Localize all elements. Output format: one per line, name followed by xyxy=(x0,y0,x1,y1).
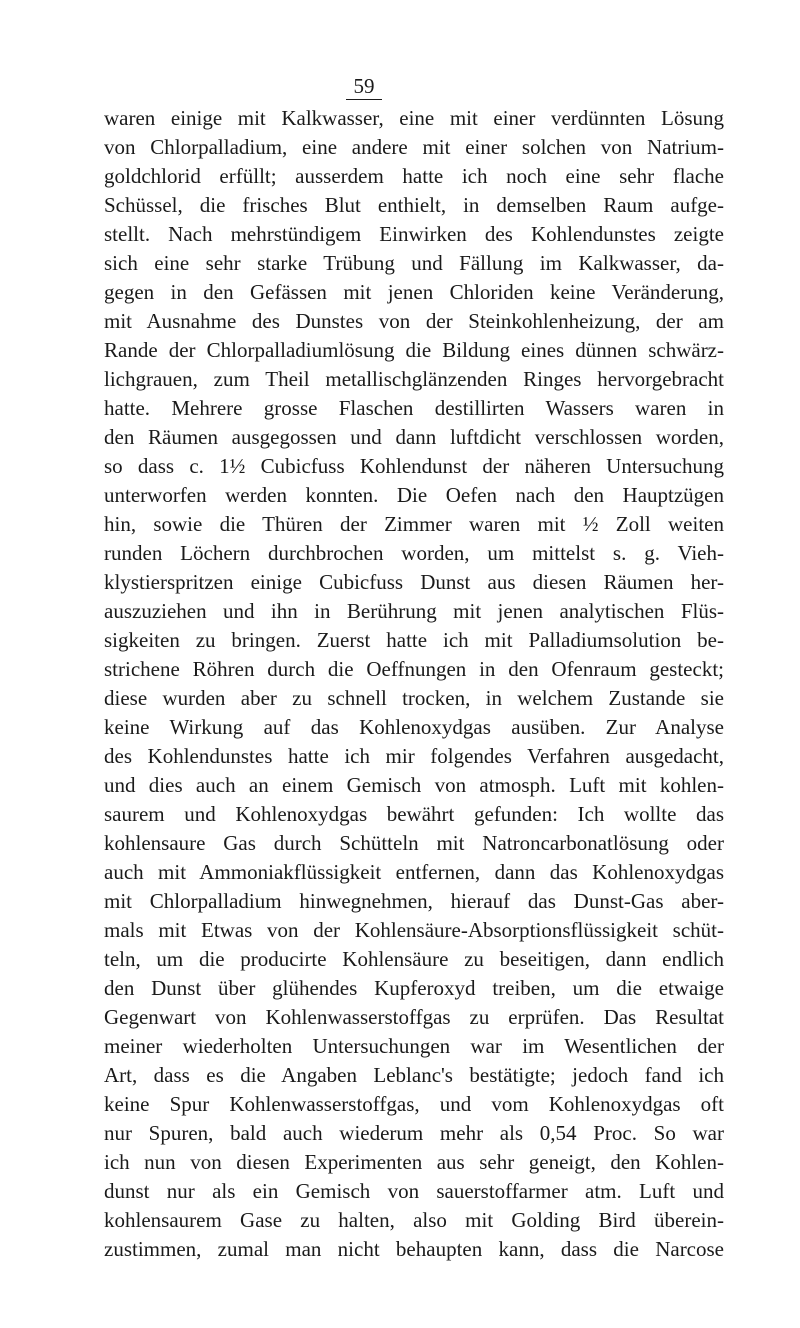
page-number: 59 xyxy=(353,74,375,98)
text-line: dunst nur als ein Gemisch von sauerstoffarmer atm. Luft und xyxy=(104,1179,724,1203)
page-number-rule xyxy=(346,99,382,100)
text-line: gegen in den Gefässen mit jenen Chloriden keine Veränderung, xyxy=(104,280,724,304)
text-line: hin, sowie die Thüren der Zimmer waren mit ½ Zoll weiten xyxy=(104,512,724,536)
text-line: mals mit Etwas von der Kohlensäure-Absorptionsflüssigkeit schüt- xyxy=(104,918,724,942)
text-line: waren einige mit Kalkwasser, eine mit einer verdünnten Lösung xyxy=(104,106,724,130)
text-line: runden Löchern durchbrochen worden, um mittelst s. g. Vieh- xyxy=(104,541,724,565)
text-line: und dies auch an einem Gemisch von atmosph. Luft mit kohlen- xyxy=(104,773,724,797)
text-line: sich eine sehr starke Trübung und Fällung im Kalkwasser, da- xyxy=(104,251,724,275)
text-line: nur Spuren, bald auch wiederum mehr als 0,54 Proc. So war xyxy=(104,1121,724,1145)
text-line: meiner wiederholten Untersuchungen war im Wesentlichen der xyxy=(104,1034,724,1058)
text-line: Schüssel, die frisches Blut enthielt, in demselben Raum aufge- xyxy=(104,193,724,217)
text-line: mit Chlorpalladium hinwegnehmen, hierauf das Dunst-Gas aber- xyxy=(104,889,724,913)
text-line: von Chlorpalladium, eine andere mit einer solchen von Natrium- xyxy=(104,135,724,159)
text-line: goldchlorid erfüllt; ausserdem hatte ich noch eine sehr flache xyxy=(104,164,724,188)
text-line: keine Spur Kohlenwasserstoffgas, und vom Kohlenoxydgas oft xyxy=(104,1092,724,1116)
text-line: diese wurden aber zu schnell trocken, in welchem Zustande sie xyxy=(104,686,724,710)
text-line: Art, dass es die Angaben Leblanc's bestätigte; jedoch fand ich xyxy=(104,1063,724,1087)
text-line: zustimmen, zumal man nicht behaupten kann, dass die Narcose xyxy=(104,1237,724,1261)
text-line: so dass c. 1½ Cubicfuss Kohlendunst der näheren Untersuchung xyxy=(104,454,724,478)
text-line: keine Wirkung auf das Kohlenoxydgas ausüben. Zur Analyse xyxy=(104,715,724,739)
text-line: hatte. Mehrere grosse Flaschen destillirten Wassers waren in xyxy=(104,396,724,420)
text-line: Rande der Chlorpalladiumlösung die Bildung eines dünnen schwärz- xyxy=(104,338,724,362)
text-line: kohlensaurem Gase zu halten, also mit Golding Bird überein- xyxy=(104,1208,724,1232)
text-line: des Kohlendunstes hatte ich mir folgendes Verfahren ausgedacht, xyxy=(104,744,724,768)
text-line: kohlensaure Gas durch Schütteln mit Natroncarbonatlösung oder xyxy=(104,831,724,855)
text-line: strichene Röhren durch die Oeffnungen in den Ofenraum gesteckt; xyxy=(104,657,724,681)
text-line: sigkeiten zu bringen. Zuerst hatte ich mit Palladiumsolution be- xyxy=(104,628,724,652)
body-text xyxy=(104,104,724,1264)
text-line: teln, um die producirte Kohlensäure zu beseitigen, dann endlich xyxy=(104,947,724,971)
text-line: klystierspritzen einige Cubicfuss Dunst aus diesen Räumen her- xyxy=(104,570,724,594)
text-line: auszuziehen und ihn in Berührung mit jenen analytischen Flüs- xyxy=(104,599,724,623)
text-line: ich nun von diesen Experimenten aus sehr geneigt, den Kohlen- xyxy=(104,1150,724,1174)
text-line: stellt. Nach mehrstündigem Einwirken des Kohlendunstes zeigte xyxy=(104,222,724,246)
text-line: saurem und Kohlenoxydgas bewährt gefunden: Ich wollte das xyxy=(104,802,724,826)
text-line: den Räumen ausgegossen und dann luftdicht verschlossen worden, xyxy=(104,425,724,449)
text-line: unterworfen werden konnten. Die Oefen nach den Hauptzügen xyxy=(104,483,724,507)
text-line: den Dunst über glühendes Kupferoxyd treiben, um die etwaige xyxy=(104,976,724,1000)
text-line: lichgrauen, zum Theil metallischglänzenden Ringes hervorgebracht xyxy=(104,367,724,391)
text-line: Gegenwart von Kohlenwasserstoffgas zu erprüfen. Das Resultat xyxy=(104,1005,724,1029)
text-line: mit Ausnahme des Dunstes von der Steinkohlenheizung, der am xyxy=(104,309,724,333)
text-line: auch mit Ammoniakflüssigkeit entfernen, dann das Kohlenoxydgas xyxy=(104,860,724,884)
